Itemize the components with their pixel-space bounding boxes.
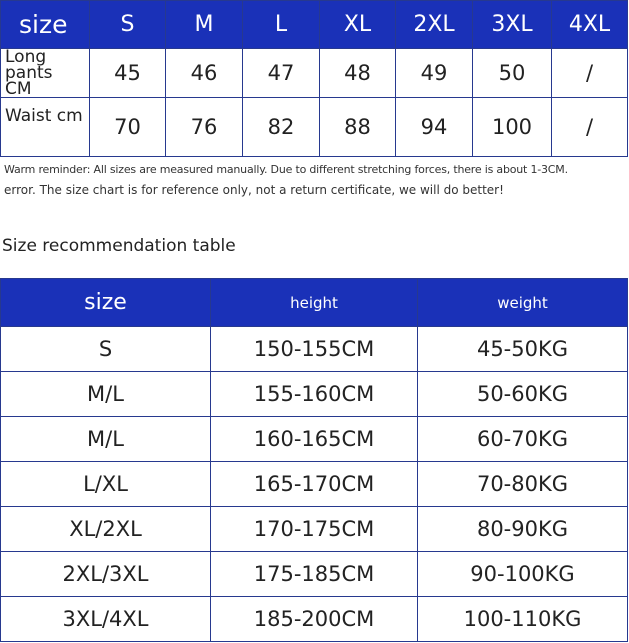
row-label-long-pants (1, 49, 90, 98)
table-cell: 82 (243, 98, 320, 157)
table-cell: M/L (1, 417, 211, 462)
header-weight: weight (418, 279, 628, 327)
size-header-label: size (1, 1, 90, 49)
row-label-line: Waist cm (5, 106, 83, 126)
size-chart-header-row (1, 1, 628, 49)
header-size: size (1, 279, 211, 327)
table-cell: 50 (473, 49, 552, 98)
table-row (1, 49, 628, 98)
size-header-cell: M (166, 1, 243, 49)
table-cell: 90-100KG (418, 552, 628, 597)
table-cell: 48 (320, 49, 396, 98)
note-line: error. The size chart is for reference only, not a return certificate, we will do better! (4, 183, 504, 197)
size-recommendation-table (0, 278, 628, 642)
size-chart-table (0, 0, 628, 157)
table-row (1, 372, 628, 417)
table-cell: 76 (166, 98, 243, 157)
table-cell: 100-110KG (418, 597, 628, 642)
table-cell: 175-185CM (211, 552, 418, 597)
size-header-cell: 3XL (473, 1, 552, 49)
table-row (1, 597, 628, 642)
table-cell: 45-50KG (418, 327, 628, 372)
table-cell: 70 (90, 98, 166, 157)
table-cell: 150-155CM (211, 327, 418, 372)
table-cell: 80-90KG (418, 507, 628, 552)
table-cell: L/XL (1, 462, 211, 507)
row-label-waist (1, 98, 90, 157)
size-header-cell: S (90, 1, 166, 49)
table-cell: XL/2XL (1, 507, 211, 552)
table-row (1, 98, 628, 157)
table-cell: 60-70KG (418, 417, 628, 462)
table-cell: 155-160CM (211, 372, 418, 417)
table-cell: 185-200CM (211, 597, 418, 642)
table-cell: 88 (320, 98, 396, 157)
table-cell: 49 (396, 49, 473, 98)
size-header-cell: L (243, 1, 320, 49)
note-line: Warm reminder: All sizes are measured manually. Due to different stretching forces, there is about 1-3CM. (4, 163, 568, 176)
table-cell: / (552, 49, 628, 98)
table-cell: 45 (90, 49, 166, 98)
recommendation-header-row (1, 279, 628, 327)
table-row (1, 462, 628, 507)
table-cell: S (1, 327, 211, 372)
table-cell: 2XL/3XL (1, 552, 211, 597)
table-row (1, 327, 628, 372)
table-cell: 170-175CM (211, 507, 418, 552)
table-cell: 100 (473, 98, 552, 157)
table-cell: 46 (166, 49, 243, 98)
table-cell: 47 (243, 49, 320, 98)
recommendation-title: Size recommendation table (2, 236, 236, 256)
table-row (1, 507, 628, 552)
warm-reminder-note (4, 159, 626, 201)
table-cell: 160-165CM (211, 417, 418, 462)
table-cell: M/L (1, 372, 211, 417)
row-label-line: CM (5, 79, 32, 98)
table-cell: 70-80KG (418, 462, 628, 507)
size-header-cell: 2XL (396, 1, 473, 49)
table-row (1, 417, 628, 462)
size-header-cell: XL (320, 1, 396, 49)
table-row (1, 552, 628, 597)
table-cell: / (552, 98, 628, 157)
row-label-line: Long pants (5, 48, 53, 83)
header-height: height (211, 279, 418, 327)
table-cell: 50-60KG (418, 372, 628, 417)
table-cell: 94 (396, 98, 473, 157)
table-cell: 3XL/4XL (1, 597, 211, 642)
size-header-cell: 4XL (552, 1, 628, 49)
table-cell: 165-170CM (211, 462, 418, 507)
